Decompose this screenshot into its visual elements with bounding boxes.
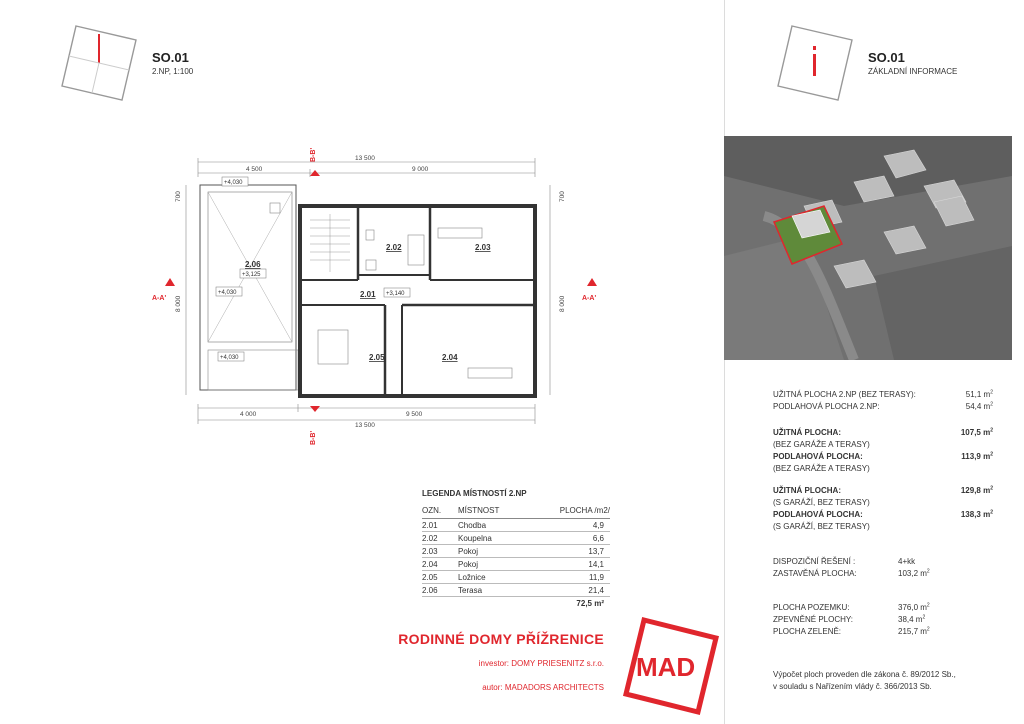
level-mark-5: +4,030 [220, 355, 239, 361]
info-row-podlahova-2np: PODLAHOVÁ PLOCHA 2.NP: 54,4 $m^2$ [773, 401, 993, 411]
legend-row: 2.02 Koupelna 6,6 [422, 532, 610, 545]
level-mark-1: +4,030 [224, 180, 243, 186]
info-row-uzitna2: UŽITNÁ PLOCHA: 129,8 $m^2$ [773, 485, 993, 495]
legend-total: 72,5 m² [542, 597, 610, 610]
info-row-podlahova2-note: (S GARÁŽÍ, BEZ TERASY) [773, 522, 870, 531]
sheet-code: SO.01 [152, 50, 189, 65]
dim-bottom-left: 4 000 [240, 411, 257, 418]
legend-total-row [422, 597, 610, 610]
dim-top-total: 13 500 [355, 155, 375, 162]
plan-sheet-icon [58, 22, 138, 102]
level-mark-4: +3,140 [386, 291, 405, 297]
info-sheet-subtitle: ZÁKLADNÍ INFORMACE [868, 67, 958, 76]
project-title: RODINNÉ DOMY PŘÍŽRENICE [398, 631, 604, 647]
info-row-podlahova-note: (BEZ GARÁŽE A TERASY) [773, 464, 870, 473]
dim-bottom-total: 13 500 [355, 422, 375, 429]
info-row-zelen: PLOCHA ZELENĚ: 215,7 $m^2$ [773, 626, 930, 636]
info-row-uzitna: UŽITNÁ PLOCHA: 107,5 $m^2$ [773, 427, 993, 437]
info-row-podlahova: PODLAHOVÁ PLOCHA: 113,9 $m^2$ [773, 451, 993, 461]
room-2-01: 2.01 [360, 290, 376, 299]
info-footnote-2: v souladu s Nařízením vlády č. 366/2013 Sb. [773, 682, 932, 691]
info-row-podlahova2: PODLAHOVÁ PLOCHA: 138,3 $m^2$ [773, 509, 993, 519]
dim-top-left: 4 500 [246, 166, 263, 173]
room-2-05: 2.05 [369, 353, 385, 362]
legend-row: 2.05 Ložnice 11,9 [422, 571, 610, 584]
info-sheet-icon [774, 22, 854, 102]
page-divider [724, 0, 725, 724]
legend-row: 2.04 Pokoj 14,1 [422, 558, 610, 571]
legend-row: 2.03 Pokoj 13,7 [422, 545, 610, 558]
level-mark-2: +3,125 [242, 272, 261, 278]
dim-top-right: 9 000 [412, 166, 429, 173]
info-row-uzitna-note: (BEZ GARÁŽE A TERASY) [773, 440, 870, 449]
legend-table [422, 506, 610, 609]
legend-row: 2.06 Terasa 21,4 [422, 584, 610, 597]
info-row-dispozice: DISPOZIČNÍ ŘEŠENÍ : 4+kk [773, 557, 916, 566]
dim-left-mid: 8 000 [175, 295, 182, 312]
dim-bottom-right: 9 500 [406, 411, 423, 418]
legend-row: 2.01 Chodba 4,9 [422, 519, 610, 532]
legend-title: LEGENDA MÍSTNOSTÍ 2.NP [422, 489, 527, 498]
room-2-03: 2.03 [475, 243, 491, 252]
author-line: autor: MADADORS ARCHITECTS [482, 683, 604, 692]
info-footnote-1: Výpočet ploch proveden dle zákona č. 89/2012 Sb., [773, 670, 956, 679]
legend-header-area: PLOCHA /m2/ [542, 506, 610, 519]
dim-left-top: 700 [175, 191, 182, 202]
investor-line: investor: DOMY PRIESENITZ s.r.o. [478, 659, 604, 668]
section-a-right: A-A' [582, 295, 597, 302]
aerial-photo [724, 136, 1012, 360]
legend-header-id: OZN. [422, 506, 458, 519]
mad-logo-text: MAD [636, 652, 696, 682]
room-2-02: 2.02 [386, 243, 402, 252]
info-row-uzitna-2np: UŽITNÁ PLOCHA 2.NP (BEZ TERASY): 51,1 $m^2$ [773, 389, 993, 399]
level-mark-3: +4,030 [218, 290, 237, 296]
info-row-zpevnene: ZPEVNĚNÉ PLOCHY: 38,4 $m^2$ [773, 614, 926, 624]
info-row-pozemek: PLOCHA POZEMKU: 376,0 $m^2$ [773, 602, 930, 612]
info-row-zastavena: ZASTAVĚNÁ PLOCHA: 103,2 $m^2$ [773, 568, 930, 578]
dim-right-top: 700 [559, 191, 566, 202]
section-b-top: B-B' [310, 147, 317, 162]
section-a-left: A-A' [152, 295, 167, 302]
dim-right-mid: 8 000 [559, 295, 566, 312]
room-2-04: 2.04 [442, 353, 458, 362]
room-2-06: 2.06 [245, 260, 261, 269]
legend-header-name: MÍSTNOST [458, 506, 542, 519]
info-sheet-code: SO.01 [868, 50, 905, 65]
info-row-uzitna2-note: (S GARÁŽÍ, BEZ TERASY) [773, 498, 870, 507]
mad-logo [622, 616, 720, 716]
room-legend [422, 489, 610, 609]
floor-plan [150, 140, 620, 445]
sheet-subtitle: 2.NP, 1:100 [152, 67, 194, 76]
section-b-bottom: B-B' [310, 430, 317, 445]
